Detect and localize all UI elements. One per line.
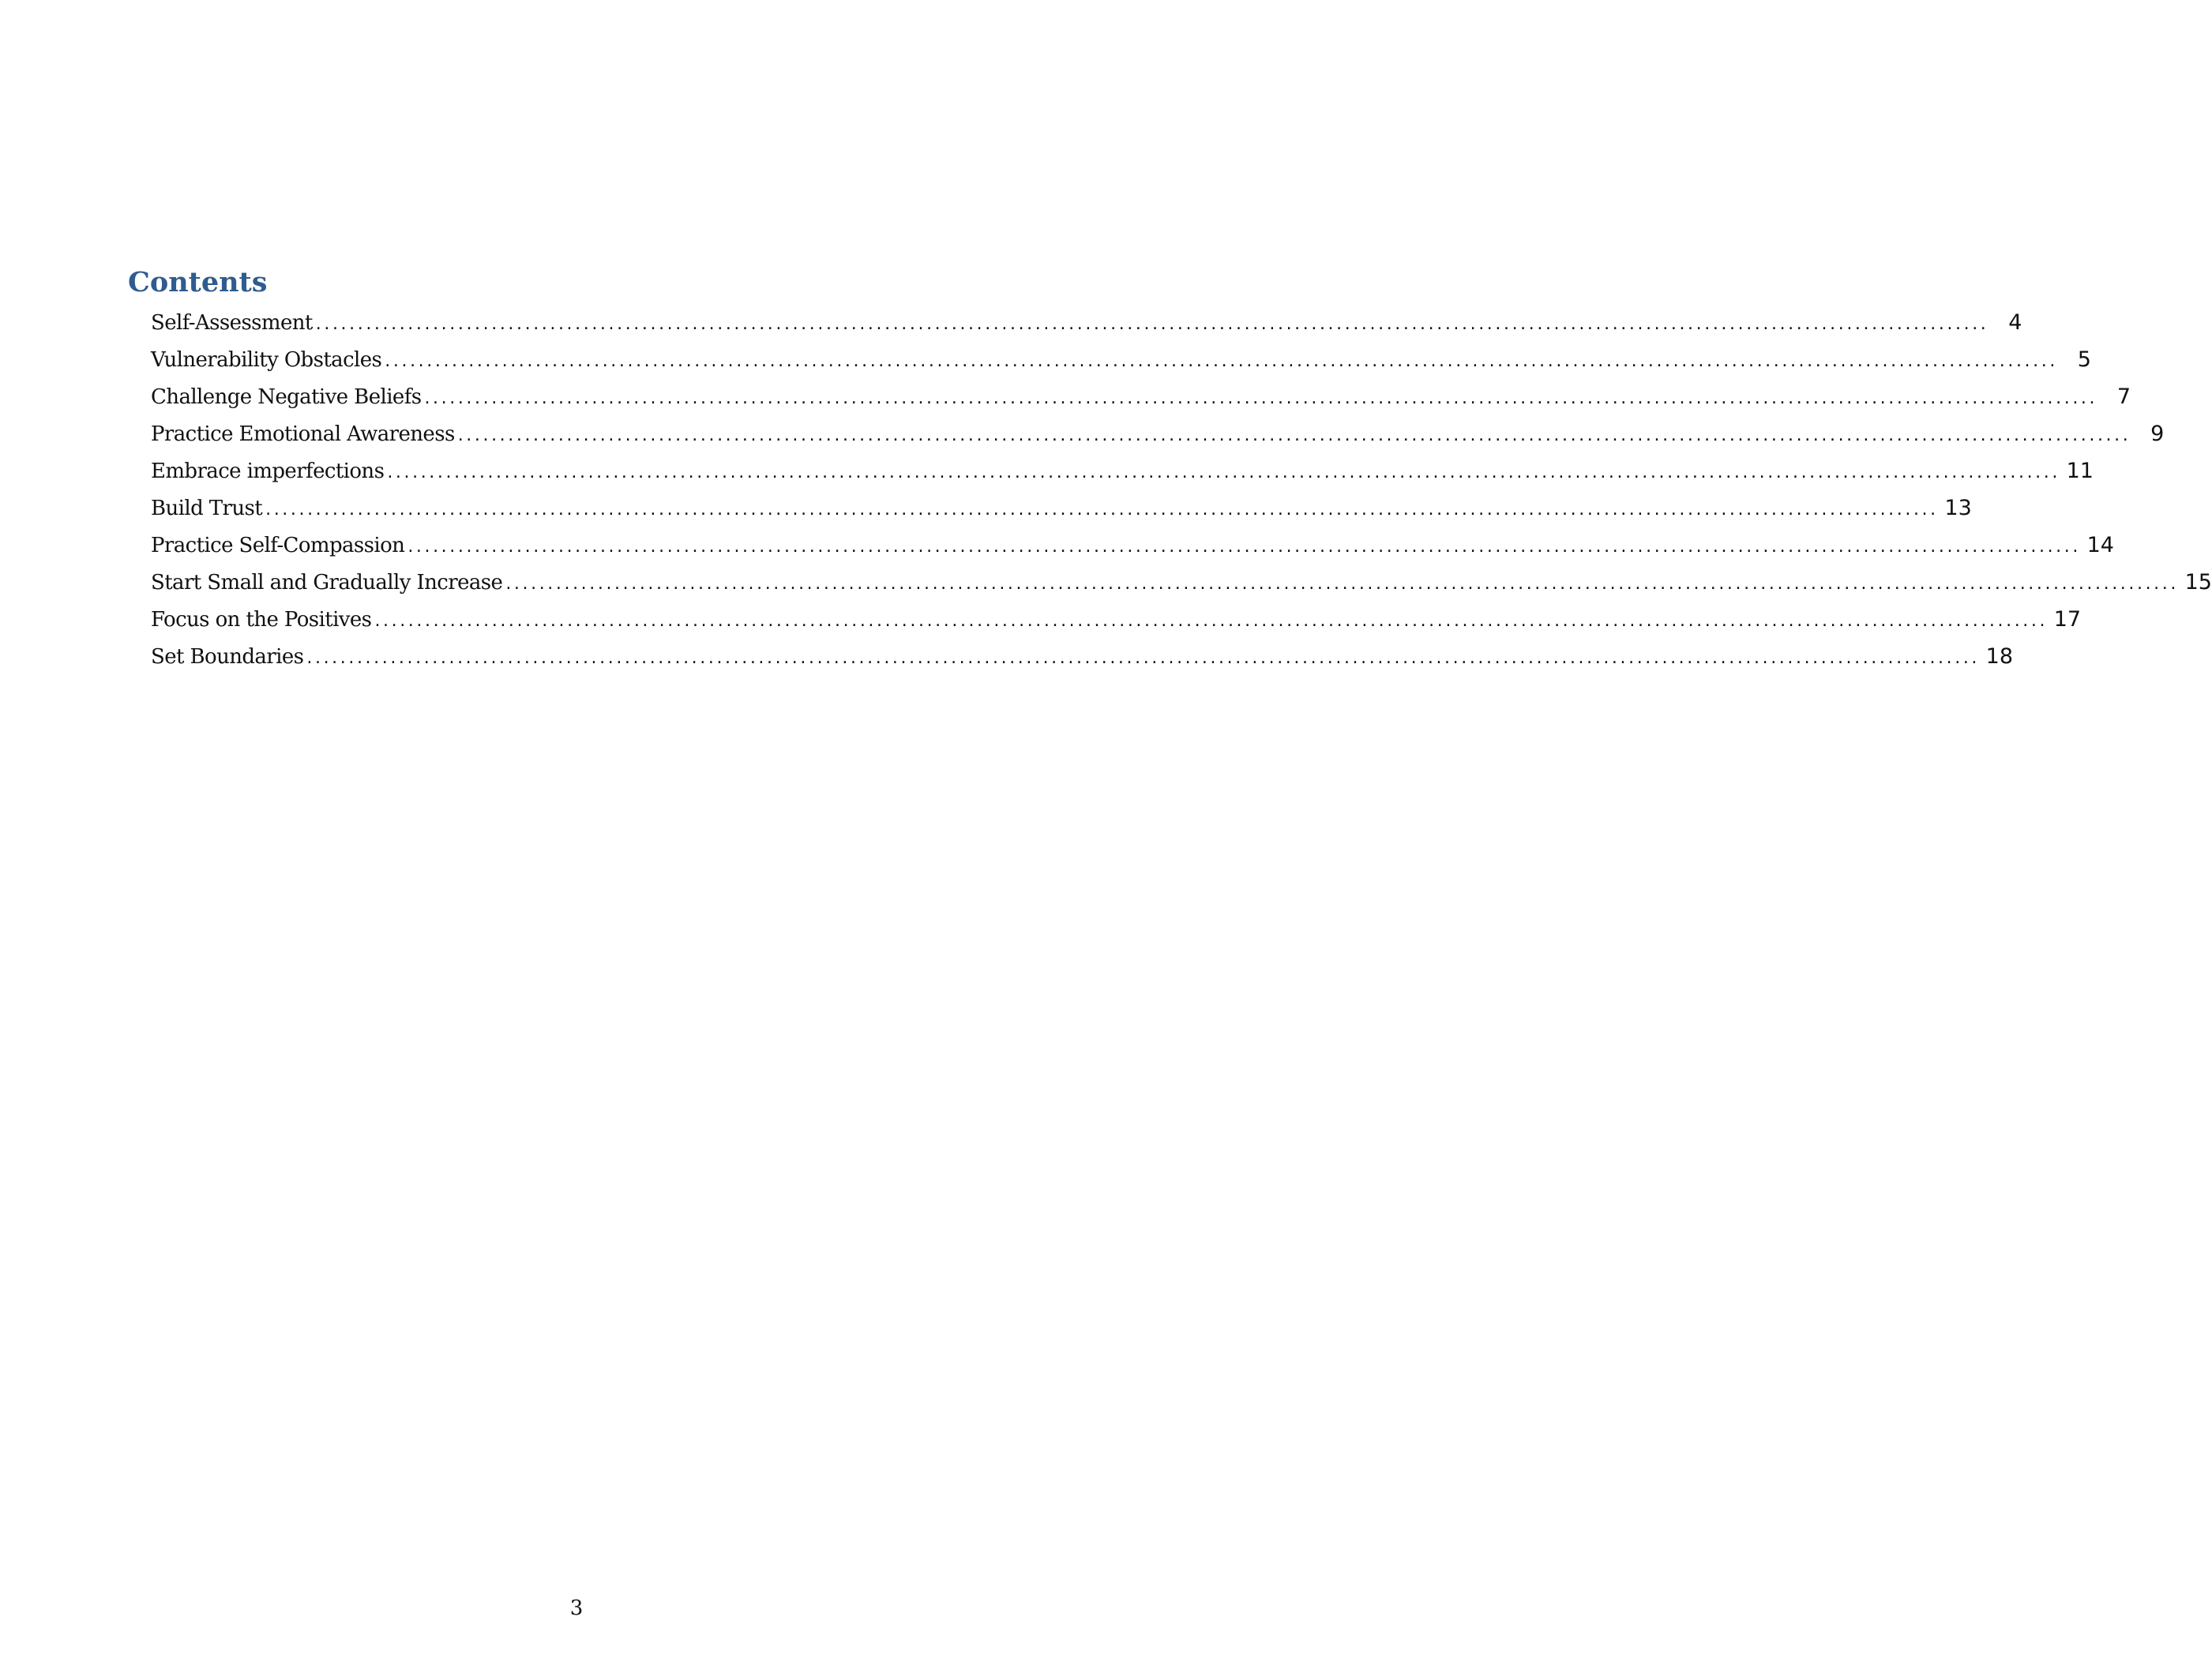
toc-dot-leader: ........................................................................................................................................................................................................ [265,500,1939,520]
toc-entry-page: 11 [2066,459,2094,483]
toc-entry[interactable] [151,415,2165,452]
toc-entry-label: Embrace imperfections [151,460,385,483]
toc-dot-leader: ........................................................................................................................................................................................................ [424,388,2098,408]
toc-entry-page: 15 [2184,570,2212,595]
toc-entry-label: Build Trust [151,497,263,520]
toc-entry[interactable] [151,638,2014,675]
toc-entry-label: Vulnerability Obstacles [151,348,382,372]
toc-dot-leader: ........................................................................................................................................................................................................ [315,314,1989,334]
toc-dot-leader: ........................................................................................................................................................................................................ [407,537,2081,557]
toc-title: Contents [128,266,268,298]
toc-entry[interactable] [151,601,2082,638]
toc-entry-page: 5 [2077,347,2091,372]
toc-entry-page: 9 [2150,422,2165,446]
toc-entry-page: 13 [1944,496,1972,520]
toc-dot-leader: ........................................................................................................................................................................................................ [385,351,2058,371]
toc-entry-page: 14 [2086,533,2114,557]
toc-entry-label: Start Small and Gradually Increase [151,571,503,595]
toc-entry-page: 17 [2053,607,2082,632]
toc-entry-page: 7 [2116,384,2131,409]
toc-entry-label: Practice Emotional Awareness [151,422,455,446]
toc-dot-leader: ........................................................................................................................................................................................................ [374,611,2049,631]
toc-dot-leader: ........................................................................................................................................................................................................ [457,426,2131,445]
toc-dot-leader: ........................................................................................................................................................................................................ [505,574,2179,594]
toc-entry-page: 18 [1985,644,2014,669]
toc-dot-leader: ........................................................................................................................................................................................................ [387,463,2060,482]
toc-entry[interactable] [151,341,2091,378]
toc-entry-label: Focus on the Positives [151,608,372,632]
toc-dot-leader: ........................................................................................................................................................................................................ [306,648,1981,668]
page-number: 3 [569,1596,584,1620]
toc-entry-label: Self-Assessment [151,311,313,335]
toc-entry[interactable] [151,490,1972,527]
toc-entry[interactable] [151,452,2094,490]
toc-entry[interactable] [151,378,2131,415]
toc-entry-label: Challenge Negative Beliefs [151,385,422,409]
toc-entry-label: Set Boundaries [151,645,304,669]
toc-entry[interactable] [151,564,2212,601]
toc-entry-page: 4 [2008,310,2022,335]
toc-list [151,304,2212,675]
toc-entry-label: Practice Self-Compassion [151,534,405,557]
toc-entry[interactable] [151,304,2022,341]
toc-entry[interactable] [151,527,2114,564]
